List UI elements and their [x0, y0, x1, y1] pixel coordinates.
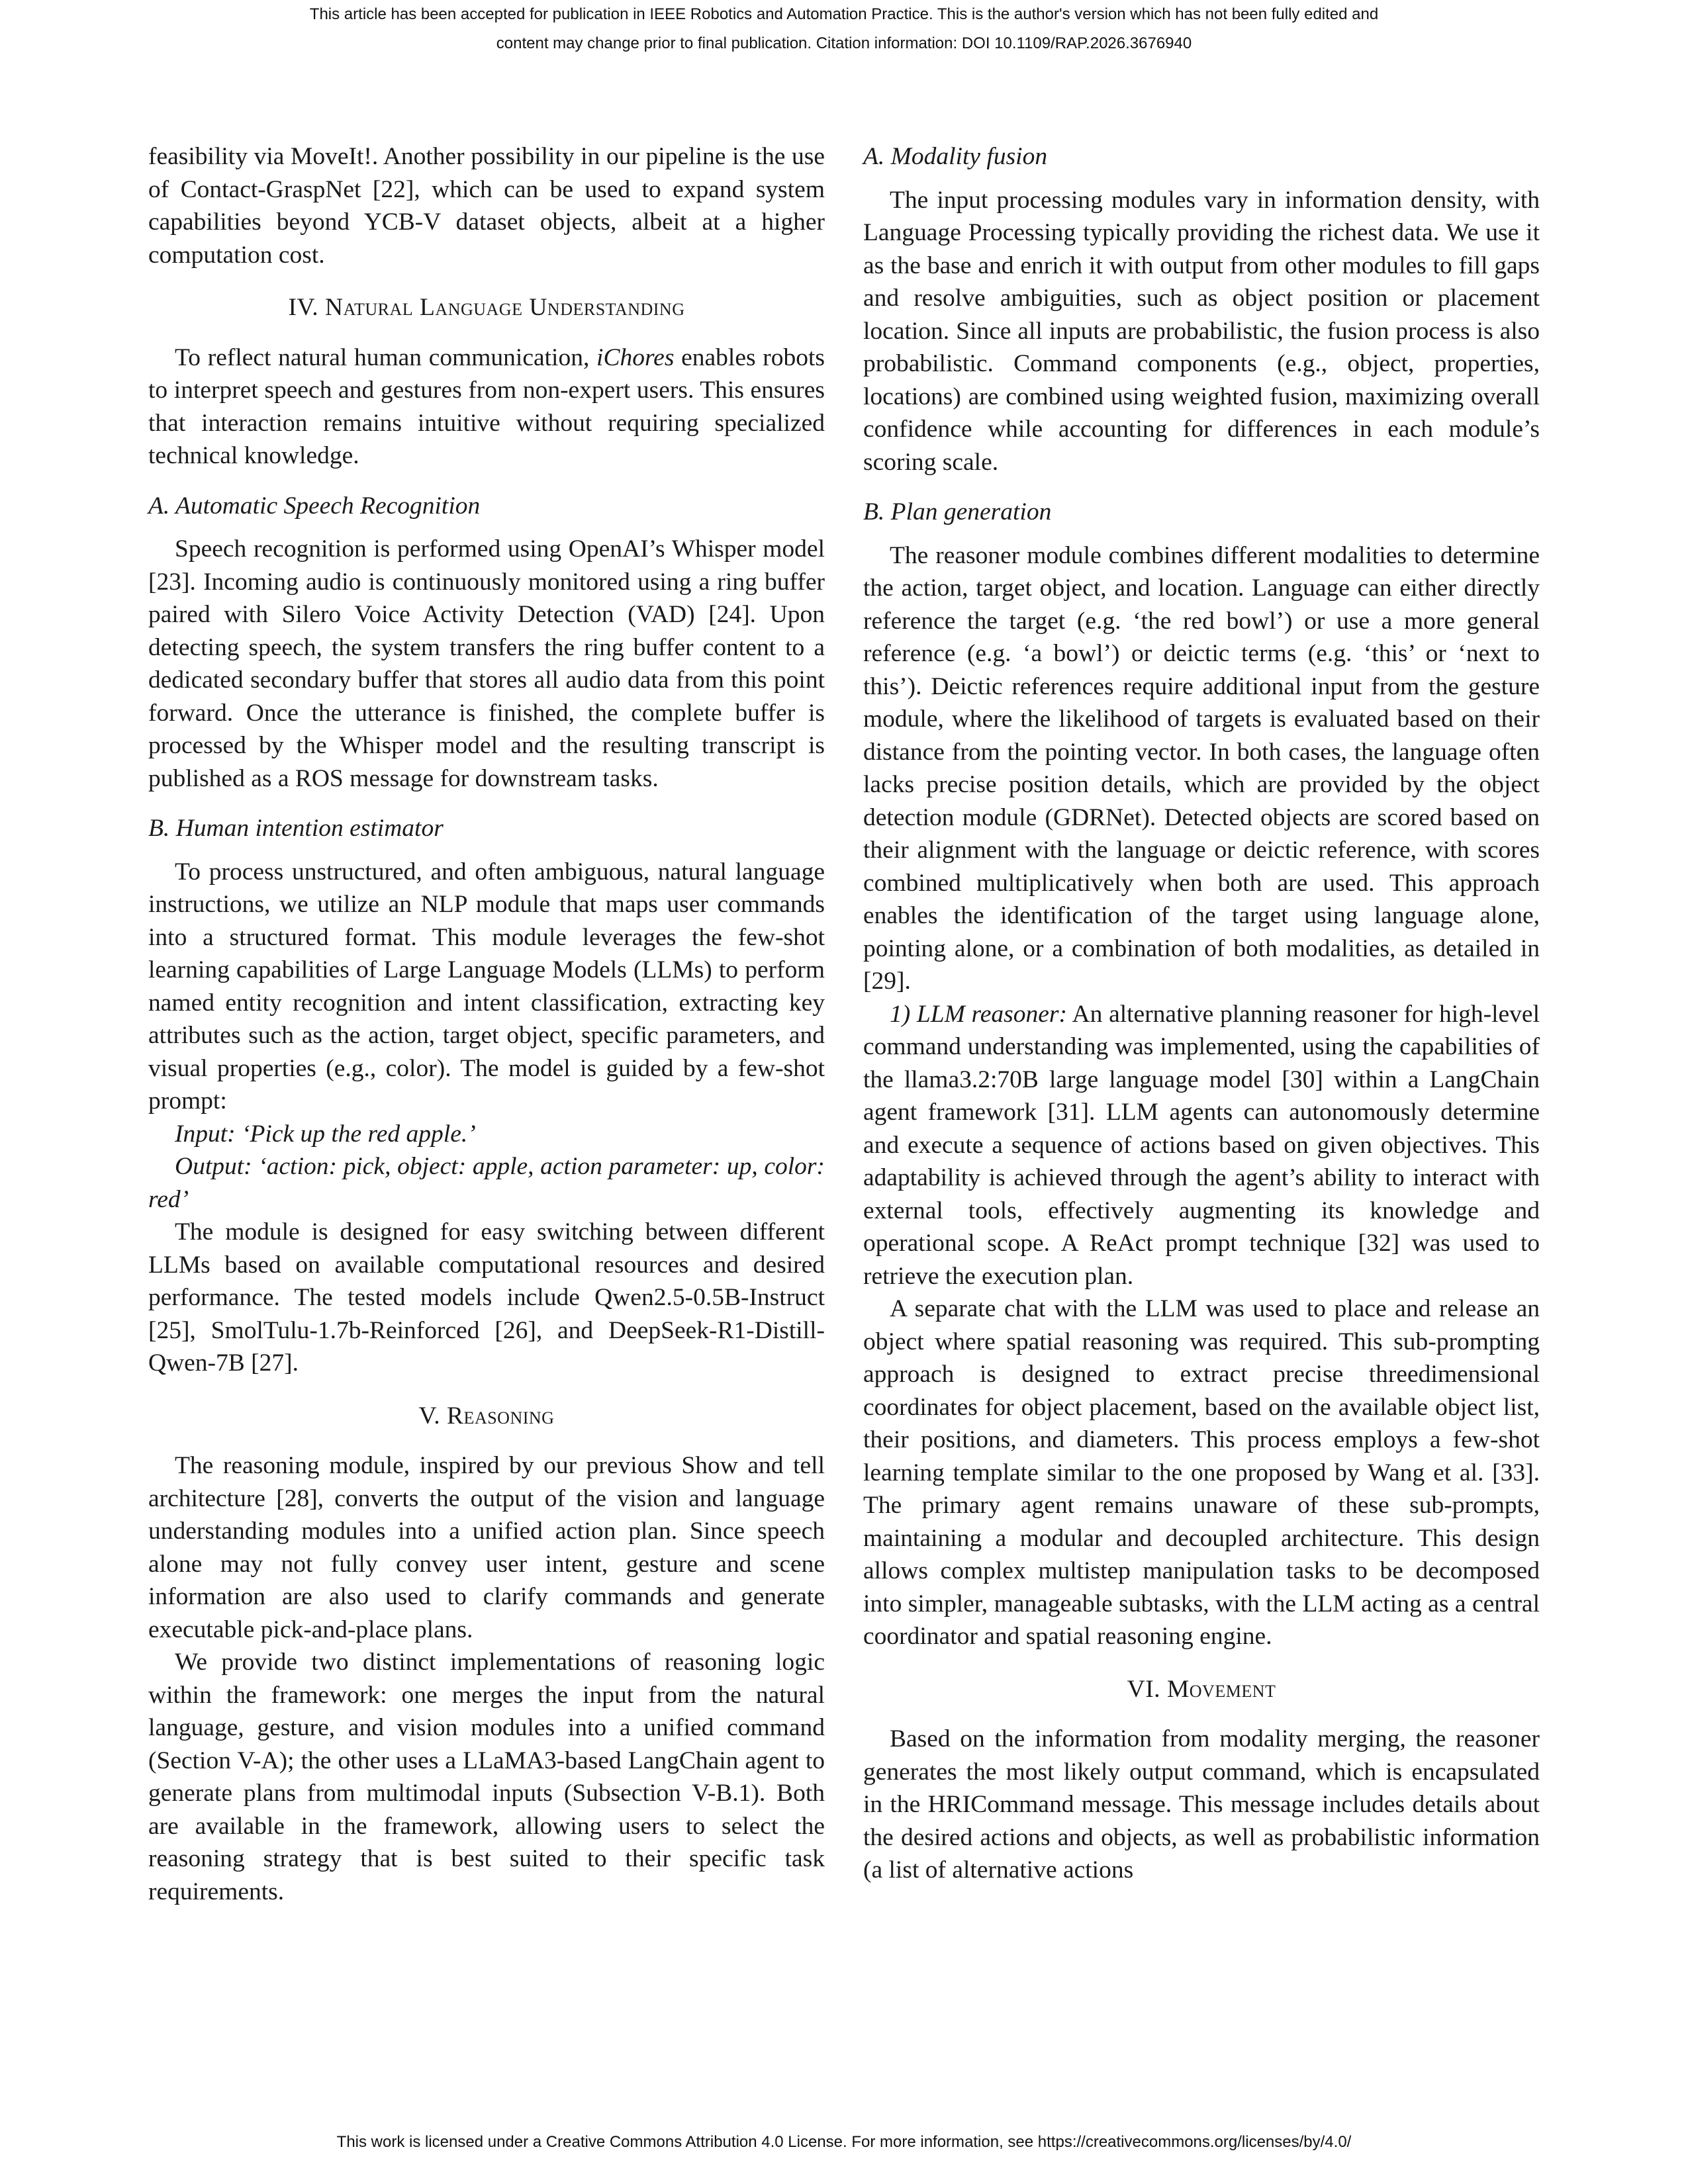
section-title: Reasoning	[447, 1402, 555, 1430]
paragraph-asr: Speech recognition is performed using OpenAI’s Whisper model [23]. Incoming audio is continuously monitored using a ring buffer paired with Silero Voice Activity Detection (VAD) [24]. Upon detecting speech, the system transfers the ring buffer content to a dedicated secondary buffer that stores all audio data from this point forward. Once the utterance is finished, the complete buffer is processed by the Whisper model and the resulting transcript is published as a ROS message for downstream tasks.	[148, 535, 825, 792]
section-title: Movement	[1166, 1675, 1276, 1703]
paragraph-intro-nlu	[148, 341, 825, 473]
right-column	[863, 140, 1540, 1887]
paragraph-intention: To process unstructured, and often ambiguous, natural language instructions, we utilize an NLP module that maps user commands into a structured format. This module leverages the few-shot learning capabilities of Large Language Models (LLMs) to perform named entity recognition and intent classification, extracting key attributes such as the action, target object, specific parameters, and visual properties (e.g., color). The model is guided by a few-shot prompt:	[148, 858, 825, 1115]
paragraph-plan: The reasoner module combines different modalities to determine the action, target object, and location. Language can either directly reference the target (e.g. ‘the red bowl’) or use a more general reference (e.g. ‘a bowl’) or deictic terms (e.g. ‘this’ or ‘next to this’). Deictic references require additional input from the gesture module, where the likelihood of targets is evaluated based on their distance from the pointing vector. In both cases, the language often lacks precise position details, which are provided by the object detection module (GDRNet). Detected objects are scored based on their alignment with the language or deictic reference, with scores combined multiplicatively when both are used. This approach enables the identification of the target using language alone, pointing alone, or a combination of both modalities, as detailed in [29].	[863, 541, 1540, 995]
banner-line-2: content may change prior to final publication. Citation information: DOI 10.1109/RAP.2026.3676940	[496, 34, 1192, 52]
paragraph-heading: 1) LLM reasoner:	[890, 1000, 1067, 1028]
paragraph-continuation: feasibility via MoveIt!. Another possibility in our pipeline is the use of Contact-GraspNet [22], which can be used to expand system capabilities beyond YCB-V dataset objects, albeit at a higher computation cost.	[148, 143, 825, 269]
paragraph-reasoning-2: We provide two distinct implementations of reasoning logic within the framework: one merges the input from the natural language, gesture, and vision modules into a unified command (Section V-A); the other uses a LLaMA3-based LangChain agent to generate plans from multimodal inputs (Subsection V-B.1). Both are available in the framework, allowing users to select the reasoning strategy that is best suited to their specific task requirements.	[148, 1649, 825, 1905]
subsection-heading-fusion: A. Modality fusion	[863, 143, 1048, 170]
paragraph-movement: Based on the information from modality merging, the reasoner generates the most likely output command, which is encapsulated in the HRICommand message. This message includes details about the desired actions and objects, as well as probabilistic information (a list of alternative actions	[863, 1725, 1540, 1884]
paragraph-models: The module is designed for easy switching between different LLMs based on available computational resources and desired performance. The tested models include Qwen2.5-0.5B-Instruct [25], SmolTulu-1.7b-Reinforced [26], and DeepSeek-R1-Distill-Qwen-7B [27].	[148, 1218, 825, 1377]
subsection-heading-intention: B. Human intention estimator	[148, 815, 444, 842]
paragraph-reasoning-1: The reasoning module, inspired by our previous Show and tell architecture [28], converts the output of the vision and language understanding modules into a unified action plan. Since speech alone may not fully convey user intent, gesture and scene information are also used to clarify commands and generate executable pick-and-place plans.	[148, 1452, 825, 1643]
section-number: VI.	[1127, 1675, 1161, 1703]
paragraph-fusion: The input processing modules vary in information density, with Language Processing typically providing the richest data. We use it as the base and enrich it with output from other modules to fill gaps and resolve ambiguities, such as object position or placement location. Since all inputs are probabilistic, the fusion process is also probabilistic. Command components (e.g., object, properties, locations) are combined using weighted fusion, maximizing overall confidence while accounting for differences in each module’s scoring scale.	[863, 186, 1540, 476]
license-footer: This work is licensed under a Creative Commons Attribution 4.0 License. For more information, see https://creativecommons.org/licenses/by/4.0/	[336, 2133, 1352, 2151]
section-number: IV.	[288, 294, 319, 321]
section-number: V.	[418, 1402, 441, 1430]
section-title: Natural Language Understanding	[325, 294, 685, 321]
emphasis-text: iChores	[596, 343, 675, 371]
paragraph-llm-reasoner	[863, 998, 1540, 1293]
prompt-output-example: Output: ‘action: pick, object: apple, action parameter: up, color: red’	[148, 1153, 825, 1213]
text-span: enables robots to interpret speech and gestures from non-expert users. This ensures that interaction remains intuitive without requiring specialized technical knowledge.	[148, 343, 825, 469]
section-heading-v	[148, 1400, 825, 1433]
section-heading-vi	[863, 1673, 1540, 1706]
left-column	[148, 140, 825, 1908]
paragraph-spatial: A separate chat with the LLM was used to place and release an object where spatial reasoning was required. This sub-prompting approach is designed to extract precise threedimensional coordinates for object placement, based on the available object list, their positions, and diameters. This process employs a few-shot learning template similar to the one proposed by Wang et al. [33]. The primary agent remains unaware of these sub-prompts, maintaining a modular and decoupled architecture. This design allows complex multistep manipulation tasks to be decomposed into simpler, manageable subtasks, with the LLM acting as a central coordinator and spatial reasoning engine.	[863, 1295, 1540, 1650]
text-span: To reflect natural human communication,	[175, 343, 597, 371]
publication-banner	[0, 0, 1688, 58]
section-heading-iv	[148, 291, 825, 324]
prompt-input-example: Input: ‘Pick up the red apple.’	[175, 1120, 476, 1148]
subsection-heading-asr: A. Automatic Speech Recognition	[148, 492, 481, 520]
subsection-heading-plan: B. Plan generation	[863, 498, 1052, 525]
text-span: An alternative planning reasoner for high-level command understanding was implemented, using the capabilities of the llama3.2:70B large language model [30] within a LangChain agent framework [31]. LLM agents can autonomously determine and execute a sequence of actions based on given objectives. This adaptability is achieved through the agent’s ability to interact with external tools, effectively augmenting its knowledge and operational scope. A ReAct prompt technique [32] was used to retrieve the execution plan.	[863, 1000, 1540, 1290]
banner-line-1: This article has been accepted for publication in IEEE Robotics and Automation Practice. This is the author's version which has not been fully edited and	[309, 5, 1379, 23]
